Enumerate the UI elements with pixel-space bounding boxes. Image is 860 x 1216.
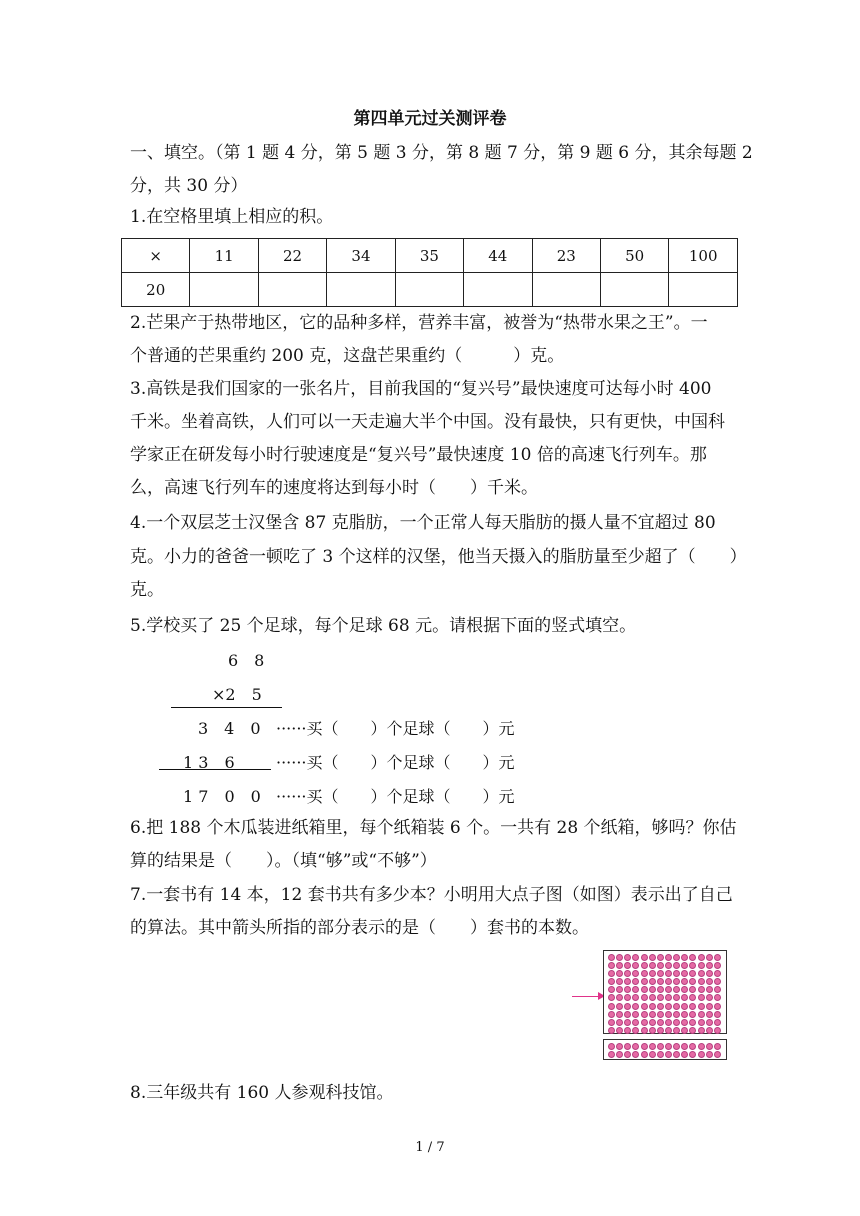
dot [608, 994, 615, 1001]
table-cell: 20 [122, 273, 190, 307]
pointer-arrow-icon [572, 996, 600, 997]
question-5-text: 5.学校买了 25 个足球，每个足球 68 元。请根据下面的竖式填空。 [130, 616, 637, 636]
dot [624, 1043, 631, 1050]
dot [641, 962, 648, 969]
table-cell: × [122, 239, 190, 273]
dot [641, 978, 648, 985]
dot [689, 970, 696, 977]
dot [681, 1051, 688, 1058]
dot [657, 994, 664, 1001]
dot [624, 1027, 631, 1034]
question-3-line2: 千米。坐着高铁，人们可以一天走遍大半个中国。没有最快，只有更快，中国科 [130, 412, 725, 432]
dot [689, 1011, 696, 1018]
calc-partial-1: 3 4 0 [198, 719, 261, 738]
table-cell: 100 [669, 239, 738, 273]
dot [706, 1003, 713, 1010]
dot [616, 1027, 623, 1034]
dot [649, 1019, 656, 1026]
calc-note-2: ······买（ ）个足球（ ）元 [276, 753, 515, 772]
dot [616, 1043, 623, 1050]
dot [673, 970, 680, 977]
dot-array-lower-box [603, 1039, 727, 1060]
dot [632, 1051, 639, 1058]
question-2-line2: 个普通的芒果重约 200 克，这盘芒果重约（ ）克。 [130, 346, 565, 366]
dot [714, 970, 721, 977]
dot [681, 1011, 688, 1018]
dot [673, 994, 680, 1001]
dot [649, 970, 656, 977]
dot [665, 1043, 672, 1050]
table-cell: 44 [464, 239, 532, 273]
dot [714, 962, 721, 969]
dot [698, 1043, 705, 1050]
dot [657, 1043, 664, 1050]
dot [641, 1019, 648, 1026]
dot [649, 1011, 656, 1018]
dot [706, 970, 713, 977]
dot [689, 1051, 696, 1058]
calc-multiplier: ×2 5 [212, 685, 262, 704]
dot [632, 954, 639, 961]
dot [681, 1027, 688, 1034]
calc-partial-2: 1 3 6 [183, 753, 235, 772]
dot [681, 954, 688, 961]
dot [665, 970, 672, 977]
dot [657, 1011, 664, 1018]
dot [657, 1027, 664, 1034]
dot-array-upper [608, 954, 721, 1034]
dot [665, 954, 672, 961]
dot [608, 1027, 615, 1034]
dot-array-upper-box [603, 950, 727, 1034]
dot [649, 1027, 656, 1034]
answer-cell[interactable] [190, 273, 258, 307]
dot [698, 978, 705, 985]
page-number: 1 / 7 [415, 1140, 445, 1155]
dot [673, 1003, 680, 1010]
dot [632, 994, 639, 1001]
dot [641, 1051, 648, 1058]
section1-heading-line2: 分，共 30 分） [130, 176, 248, 196]
question-3-line1: 3.高铁是我们国家的一张名片，目前我国的“复兴号”最快速度可达每小时 400 [130, 379, 712, 399]
dot [632, 986, 639, 993]
dot [649, 1003, 656, 1010]
dot [632, 1019, 639, 1026]
dot [681, 986, 688, 993]
dot [706, 986, 713, 993]
dot [608, 1019, 615, 1026]
product-table-header-row [122, 239, 738, 273]
dot [641, 1043, 648, 1050]
dot [616, 978, 623, 985]
calc-note-1: ······买（ ）个足球（ ）元 [276, 719, 515, 738]
dot [681, 1019, 688, 1026]
dot [616, 1011, 623, 1018]
dot [706, 1027, 713, 1034]
dot [665, 1011, 672, 1018]
section1-heading-line1: 一、填空。（第 1 题 4 分，第 5 题 3 分，第 8 题 7 分，第 9 题 6 分，其余每题 2 [130, 143, 753, 163]
dot [673, 962, 680, 969]
dot [608, 954, 615, 961]
dot [608, 1003, 615, 1010]
table-cell: 50 [600, 239, 668, 273]
dot [657, 986, 664, 993]
table-cell: 35 [395, 239, 463, 273]
dot [714, 1051, 721, 1058]
dot [632, 978, 639, 985]
dot [657, 970, 664, 977]
dot [706, 1011, 713, 1018]
dot [624, 1003, 631, 1010]
answer-cell[interactable] [327, 273, 395, 307]
dot [698, 1003, 705, 1010]
dot [673, 1027, 680, 1034]
dot [673, 1019, 680, 1026]
dot [714, 994, 721, 1001]
question-1-text: 1.在空格里填上相应的积。 [130, 207, 334, 227]
question-4-line1: 4.一个双层芝士汉堡含 87 克脂肪，一个正常人每天脂肪的摄人量不宜超过 80 [130, 513, 716, 533]
question-2-line1: 2.芒果产于热带地区，它的品种多样，营养丰富，被誉为“热带水果之王”。一 [130, 313, 708, 333]
question-3-line4: 么，高速飞行列车的速度将达到每小时（ ）千米。 [130, 478, 538, 498]
dot [673, 1043, 680, 1050]
dot [632, 970, 639, 977]
dot [706, 994, 713, 1001]
dot [624, 970, 631, 977]
dot [706, 1019, 713, 1026]
dot [689, 1043, 696, 1050]
dot [714, 1019, 721, 1026]
dot [641, 1003, 648, 1010]
dot [689, 986, 696, 993]
dot [616, 970, 623, 977]
dot [641, 970, 648, 977]
dot [608, 970, 615, 977]
dot [689, 1019, 696, 1026]
table-cell: 23 [532, 239, 600, 273]
dot [624, 962, 631, 969]
answer-cell[interactable] [600, 273, 668, 307]
dot [706, 962, 713, 969]
answer-cell[interactable] [464, 273, 532, 307]
dot [657, 1019, 664, 1026]
dot [608, 962, 615, 969]
dot [689, 962, 696, 969]
calc-rule-2 [159, 769, 271, 770]
dot [616, 962, 623, 969]
dot [657, 954, 664, 961]
dot [657, 1051, 664, 1058]
dot [714, 1027, 721, 1034]
dot [657, 962, 664, 969]
dot [681, 994, 688, 1001]
dot [665, 1027, 672, 1034]
dot [698, 1051, 705, 1058]
answer-cell[interactable] [395, 273, 463, 307]
answer-cell[interactable] [258, 273, 326, 307]
table-cell: 34 [327, 239, 395, 273]
dot [649, 1051, 656, 1058]
dot [698, 962, 705, 969]
dot [665, 1051, 672, 1058]
calc-rule-1 [171, 707, 282, 708]
dot [608, 1011, 615, 1018]
dot [673, 1011, 680, 1018]
table-cell: 22 [258, 239, 326, 273]
dot [689, 994, 696, 1001]
dot [665, 1003, 672, 1010]
dot [649, 986, 656, 993]
table-cell: 11 [190, 239, 258, 273]
dot [698, 1019, 705, 1026]
dot [641, 994, 648, 1001]
product-table [121, 238, 738, 307]
dot [649, 962, 656, 969]
question-4-line3: 克。 [130, 580, 164, 600]
dot [649, 994, 656, 1001]
dot [632, 1043, 639, 1050]
dot [624, 994, 631, 1001]
dot [681, 970, 688, 977]
dot [624, 1019, 631, 1026]
dot [706, 1051, 713, 1058]
page-title: 第四单元过关测评卷 [353, 109, 507, 129]
dot [698, 986, 705, 993]
dot [608, 986, 615, 993]
dot [632, 962, 639, 969]
dot [641, 1011, 648, 1018]
dot [681, 1043, 688, 1050]
dot [673, 1051, 680, 1058]
dot [698, 954, 705, 961]
dot [649, 1043, 656, 1050]
product-table-answer-row [122, 273, 738, 307]
dot [698, 1027, 705, 1034]
dot [616, 1003, 623, 1010]
dot [673, 978, 680, 985]
dot [698, 994, 705, 1001]
question-7-line2: 的算法。其中箭头所指的部分表示的是（ ）套书的本数。 [130, 918, 589, 938]
dot [706, 954, 713, 961]
dot [689, 1027, 696, 1034]
dot [641, 954, 648, 961]
dot [714, 1003, 721, 1010]
question-6-line1: 6.把 188 个木瓜装进纸箱里，每个纸箱装 6 个。一共有 28 个纸箱，够吗？你估 [130, 818, 737, 838]
dot [616, 986, 623, 993]
dot [624, 978, 631, 985]
dot [681, 1003, 688, 1010]
dot [681, 978, 688, 985]
dot [657, 978, 664, 985]
dot [616, 954, 623, 961]
calc-product: 1 7 0 0 [183, 787, 261, 806]
dot [624, 954, 631, 961]
dot [608, 1051, 615, 1058]
question-8-text: 8.三年级共有 160 人参观科技馆。 [130, 1083, 394, 1103]
dot [698, 1011, 705, 1018]
question-3-line3: 学家正在研发每小时行驶速度是“复兴号”最快速度 10 倍的高速飞行列车。那 [130, 445, 707, 465]
dot [616, 1019, 623, 1026]
dot [689, 1003, 696, 1010]
dot [673, 986, 680, 993]
dot [714, 986, 721, 993]
dot [689, 954, 696, 961]
dot [665, 986, 672, 993]
dot [673, 954, 680, 961]
dot [657, 1003, 664, 1010]
dot [714, 978, 721, 985]
dot [714, 1011, 721, 1018]
dot [714, 954, 721, 961]
dot [616, 994, 623, 1001]
dot [624, 986, 631, 993]
dot [616, 1051, 623, 1058]
dot [714, 1043, 721, 1050]
dot [649, 978, 656, 985]
dot [698, 970, 705, 977]
dot [624, 1051, 631, 1058]
dot [681, 962, 688, 969]
dot [632, 1011, 639, 1018]
calc-multiplicand: 6 8 [228, 651, 265, 670]
calc-note-3: ······买（ ）个足球（ ）元 [276, 787, 515, 806]
question-6-line2: 算的结果是（ ）。（填“够”或“不够”） [130, 851, 437, 871]
dot [665, 994, 672, 1001]
dot [641, 1027, 648, 1034]
dot [632, 1027, 639, 1034]
question-7-line1: 7.一套书有 14 本，12 套书共有多少本？小明用大点子图（如图）表示出了自己 [130, 885, 733, 905]
answer-cell[interactable] [532, 273, 600, 307]
dot [608, 1043, 615, 1050]
answer-cell[interactable] [669, 273, 738, 307]
dot [608, 978, 615, 985]
dot [665, 978, 672, 985]
dot [665, 1019, 672, 1026]
dot [641, 986, 648, 993]
dot-array-lower [608, 1043, 721, 1058]
dot [624, 1011, 631, 1018]
question-4-line2: 克。小力的爸爸一顿吃了 3 个这样的汉堡，他当天摄入的脂肪量至少超了（ ） [130, 547, 747, 567]
dot [689, 978, 696, 985]
dot [632, 1003, 639, 1010]
dot [649, 954, 656, 961]
dot [706, 978, 713, 985]
dot [665, 962, 672, 969]
dot [706, 1043, 713, 1050]
